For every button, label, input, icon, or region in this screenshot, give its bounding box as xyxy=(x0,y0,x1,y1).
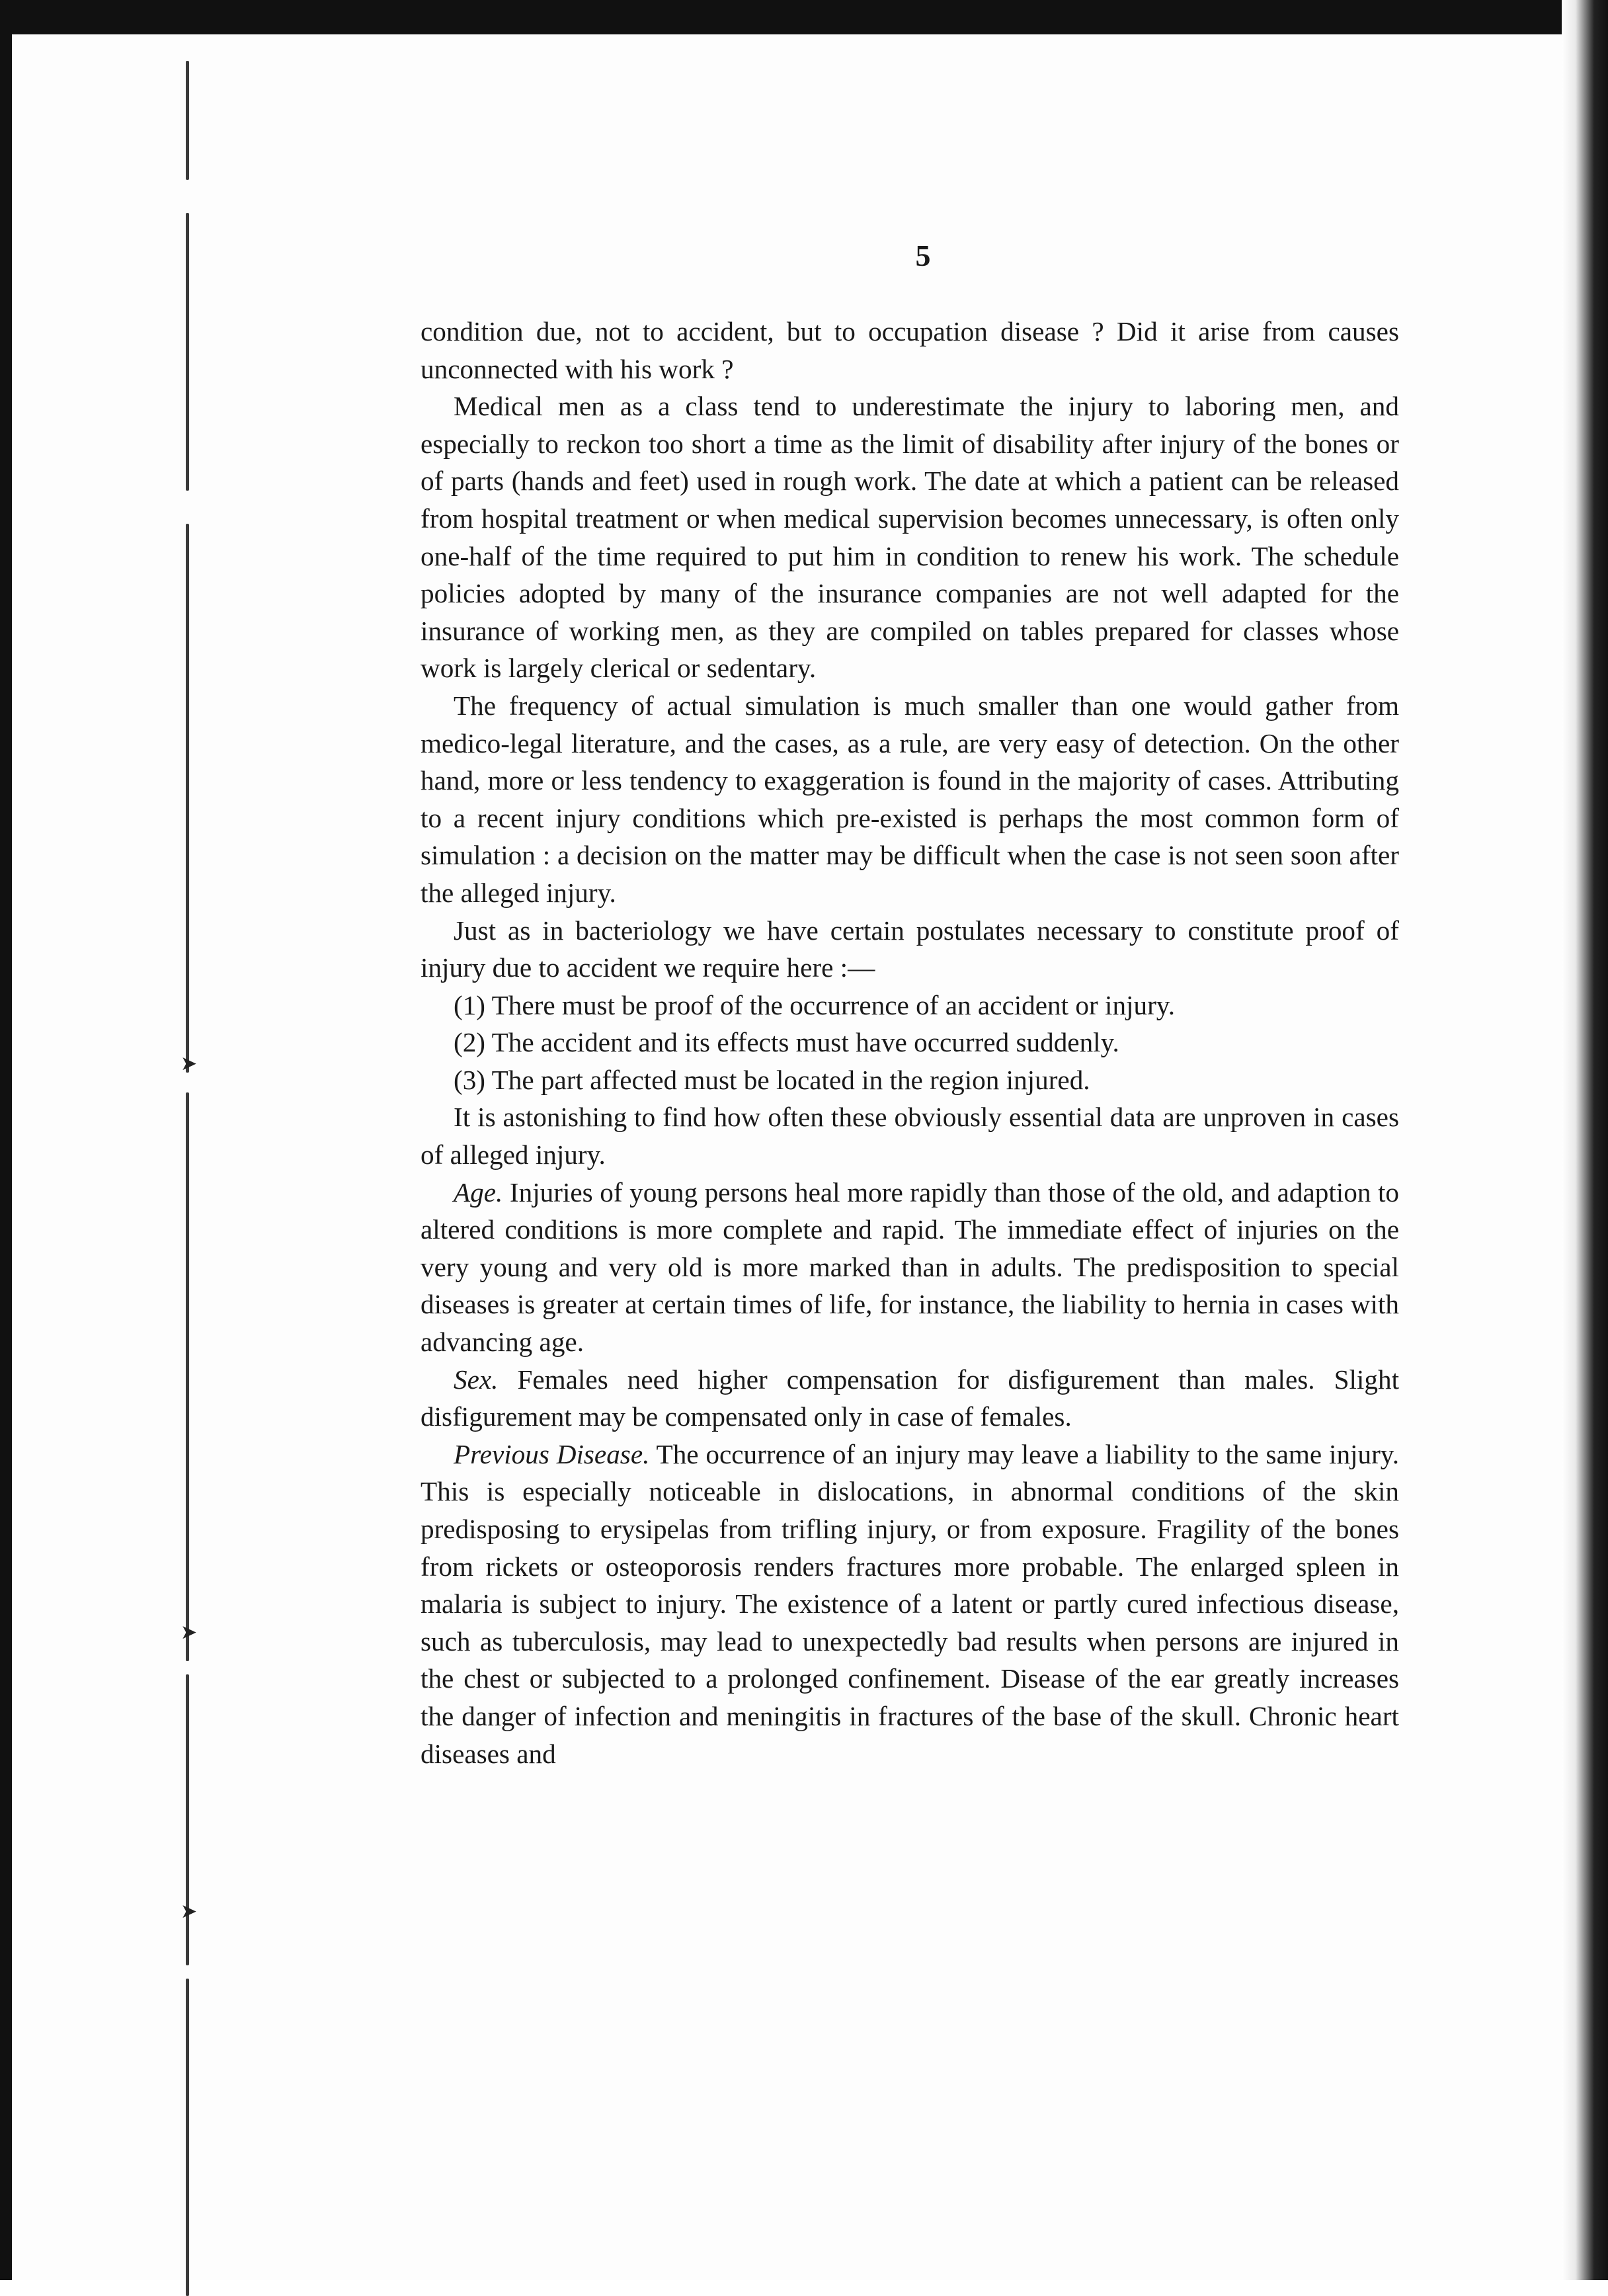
body-text xyxy=(421,313,1399,1772)
paragraph xyxy=(421,687,1399,912)
page-content xyxy=(421,238,1399,1772)
binding-line xyxy=(186,1092,189,1661)
binding-line xyxy=(186,213,189,491)
paragraph xyxy=(421,388,1399,687)
page-binding-edge xyxy=(181,61,198,2296)
list-item xyxy=(421,1024,1399,1061)
paragraph-text: Females need higher compensation for disfigurement than males. Slight disfigurement may be compensated only in case of females. xyxy=(421,1364,1400,1432)
scan-border-top xyxy=(0,0,1608,34)
paragraph-lead: Sex. xyxy=(454,1364,499,1395)
paragraph-text: The frequency of actual simulation is much smaller than one would gather from medico-legal literature, and the cases, as a rule, are very easy of detection. On the other hand, more or less tendency to exaggeration is found in the majority of cases. Attributing to a recent injury conditions which pre-existed is perhaps the most common form of simulation : a decision on the matter may be difficult when the case is not seen soon after the alleged injury. xyxy=(421,690,1399,908)
paragraph-lead: Age. xyxy=(454,1176,503,1208)
binding-line xyxy=(186,61,189,180)
paragraph xyxy=(421,1098,1399,1173)
paragraph-text: Just as in bacteriology we have certain postulates necessary to constitute proof of injury due to accident we require here :— xyxy=(421,915,1399,983)
paragraph-text: Medical men as a class tend to underestimate the injury to laboring men, and especially to reckon too short a time as the limit of disability after injury of the bones or of parts (hands and feet) used in rough work. The date at which a patient can be released from hospital treatment or when medical supervision becomes unnecessary, is often only one-half of the time required to put him in condition to renew his work. The schedule policies adopted by many of the insurance companies are not well adapted for the insurance of working men, as they are compiled on tables prepared for classes whose work is largely clerical or sedentary. xyxy=(421,391,1399,684)
paragraph-text: (1) There must be proof of the occurrence of an accident or injury. xyxy=(454,989,1176,1020)
binding-stitch-mark: ➤ xyxy=(181,1901,198,1922)
paragraph xyxy=(421,912,1399,987)
paragraph-text: (2) The accident and its effects must have occurred suddenly. xyxy=(454,1027,1119,1058)
paragraph-text: condition due, not to accident, but to occupation disease ? Did it arise from causes unconnected with his work ? xyxy=(421,316,1399,384)
scan-border-left xyxy=(0,0,12,2280)
binding-line xyxy=(186,1979,189,2296)
page-number: 5 xyxy=(915,239,931,272)
paragraph-lead: Previous Disease. xyxy=(454,1438,650,1469)
paragraph xyxy=(421,1174,1399,1361)
paragraph xyxy=(421,313,1399,388)
binding-stitch-mark: ➤ xyxy=(181,1053,198,1075)
binding-stitch-mark: ➤ xyxy=(181,1621,198,1643)
scan-border-right xyxy=(1562,0,1608,2280)
paragraph xyxy=(421,1361,1399,1436)
list-item xyxy=(421,987,1399,1024)
paragraph-text: The occurrence of an injury may leave a liability to the same injury. This is especially noticeable in dislocations, in abnormal conditions of the skin predisposing to erysipelas from trifling injury, or from exposure. Fragility of the bones from rickets or osteoporosis renders fractures more probable. The enlarged spleen in malaria is subject to injury. The existence of a latent or partly cured infectious disease, such as tuberculosis, may lead to unexpectedly bad results when persons are injured in the chest or subjected to a prolonged confinement. Disease of the ear greatly increases the danger of infection and meningitis in fractures of the base of the skull. Chronic heart diseases and xyxy=(421,1438,1400,1769)
paragraph-text: Injuries of young persons heal more rapidly than those of the old, and adaption to altered conditions is more complete and rapid. The immediate effect of injuries on the very young and very old is more marked than in adults. The predisposition to special diseases is greater at certain times of life, for instance, the liability to hernia in cases with advancing age. xyxy=(421,1176,1399,1358)
paragraph xyxy=(421,1436,1399,1772)
binding-line xyxy=(186,524,189,1073)
list-item xyxy=(421,1061,1399,1099)
paragraph-text: (3) The part affected must be located in the region injured. xyxy=(454,1064,1090,1095)
paragraph-text: It is astonishing to find how often these obviously essential data are unproven in cases of alleged injury. xyxy=(421,1102,1399,1170)
